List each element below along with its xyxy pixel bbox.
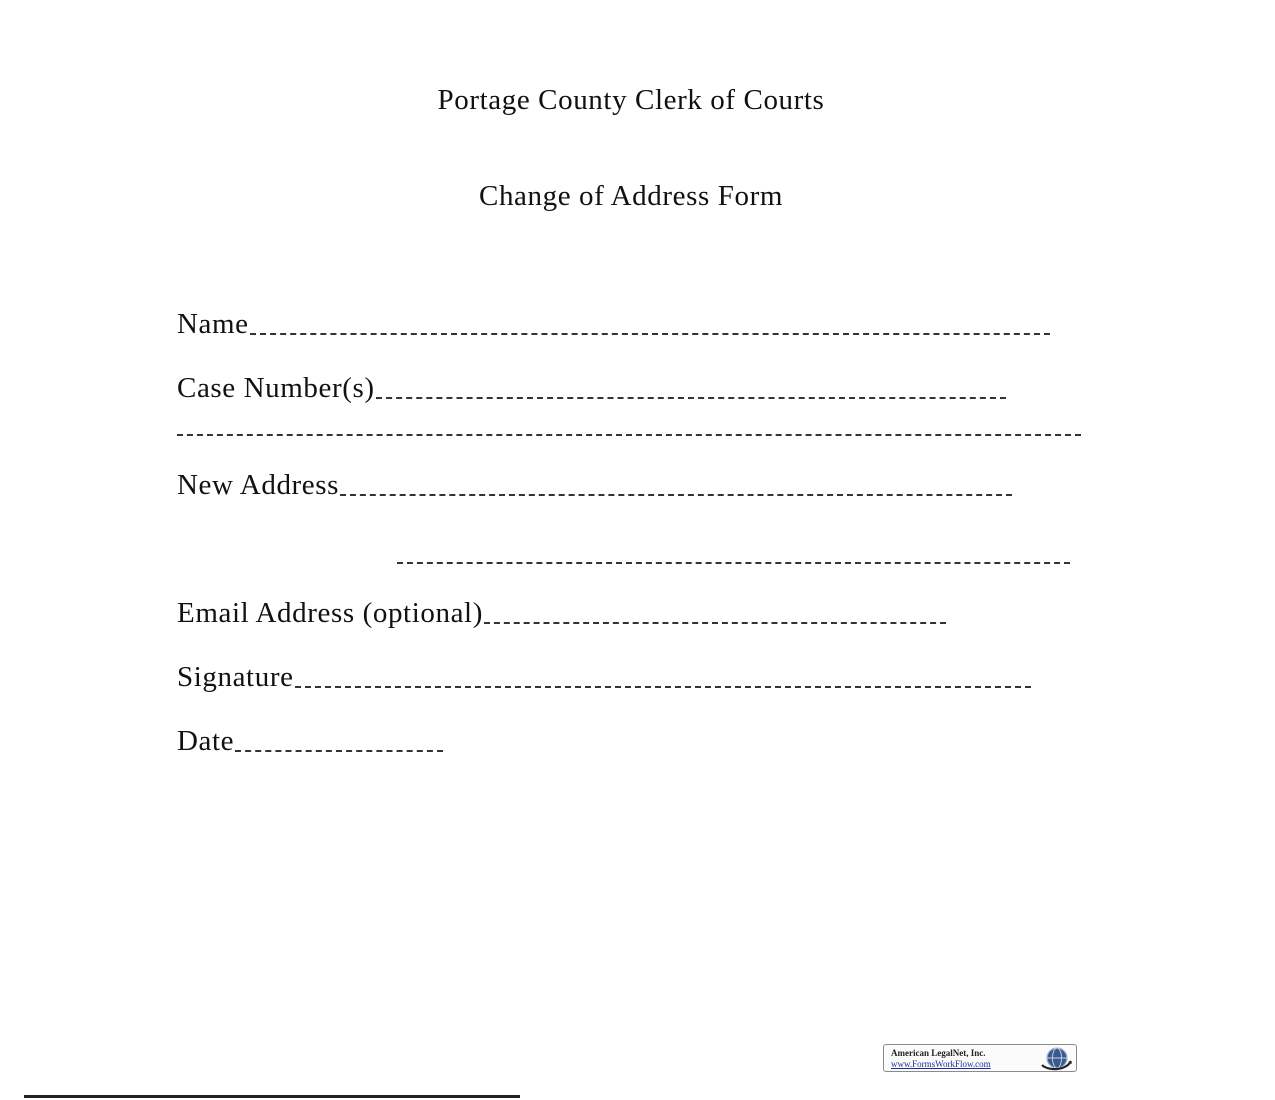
email-label: Email Address (optional) [177, 597, 483, 629]
name-field [177, 308, 1050, 341]
signature-blank-line[interactable] [295, 686, 1031, 688]
name-label: Name [177, 308, 249, 340]
date-blank-line[interactable] [235, 750, 443, 752]
badge-url-link[interactable]: www.FormsWorkFlow.com [891, 1059, 991, 1069]
organization-title: Portage County Clerk of Courts [437, 84, 825, 116]
date-label: Date [177, 725, 235, 757]
form-title: Change of Address Form [479, 180, 783, 212]
new-address-second-line[interactable] [397, 562, 1070, 564]
globe-arrow-icon [1038, 1045, 1074, 1071]
footer-rule [24, 1095, 520, 1098]
case-number-blank-line[interactable] [376, 397, 1006, 399]
email-field [177, 597, 946, 630]
name-blank-line[interactable] [250, 333, 1050, 335]
case-number-field [177, 372, 1006, 405]
badge-company-name: American LegalNet, Inc. [891, 1048, 986, 1058]
signature-field [177, 661, 1031, 694]
case-number-extra-line[interactable] [177, 434, 1081, 436]
date-field [177, 725, 443, 758]
new-address-field [177, 469, 1012, 502]
email-blank-line[interactable] [484, 622, 946, 624]
new-address-blank-line[interactable] [340, 494, 1012, 496]
case-number-label: Case Number(s) [177, 372, 375, 404]
new-address-label: New Address [177, 469, 340, 501]
american-legalnet-badge[interactable] [883, 1044, 1077, 1072]
signature-label: Signature [177, 661, 294, 693]
